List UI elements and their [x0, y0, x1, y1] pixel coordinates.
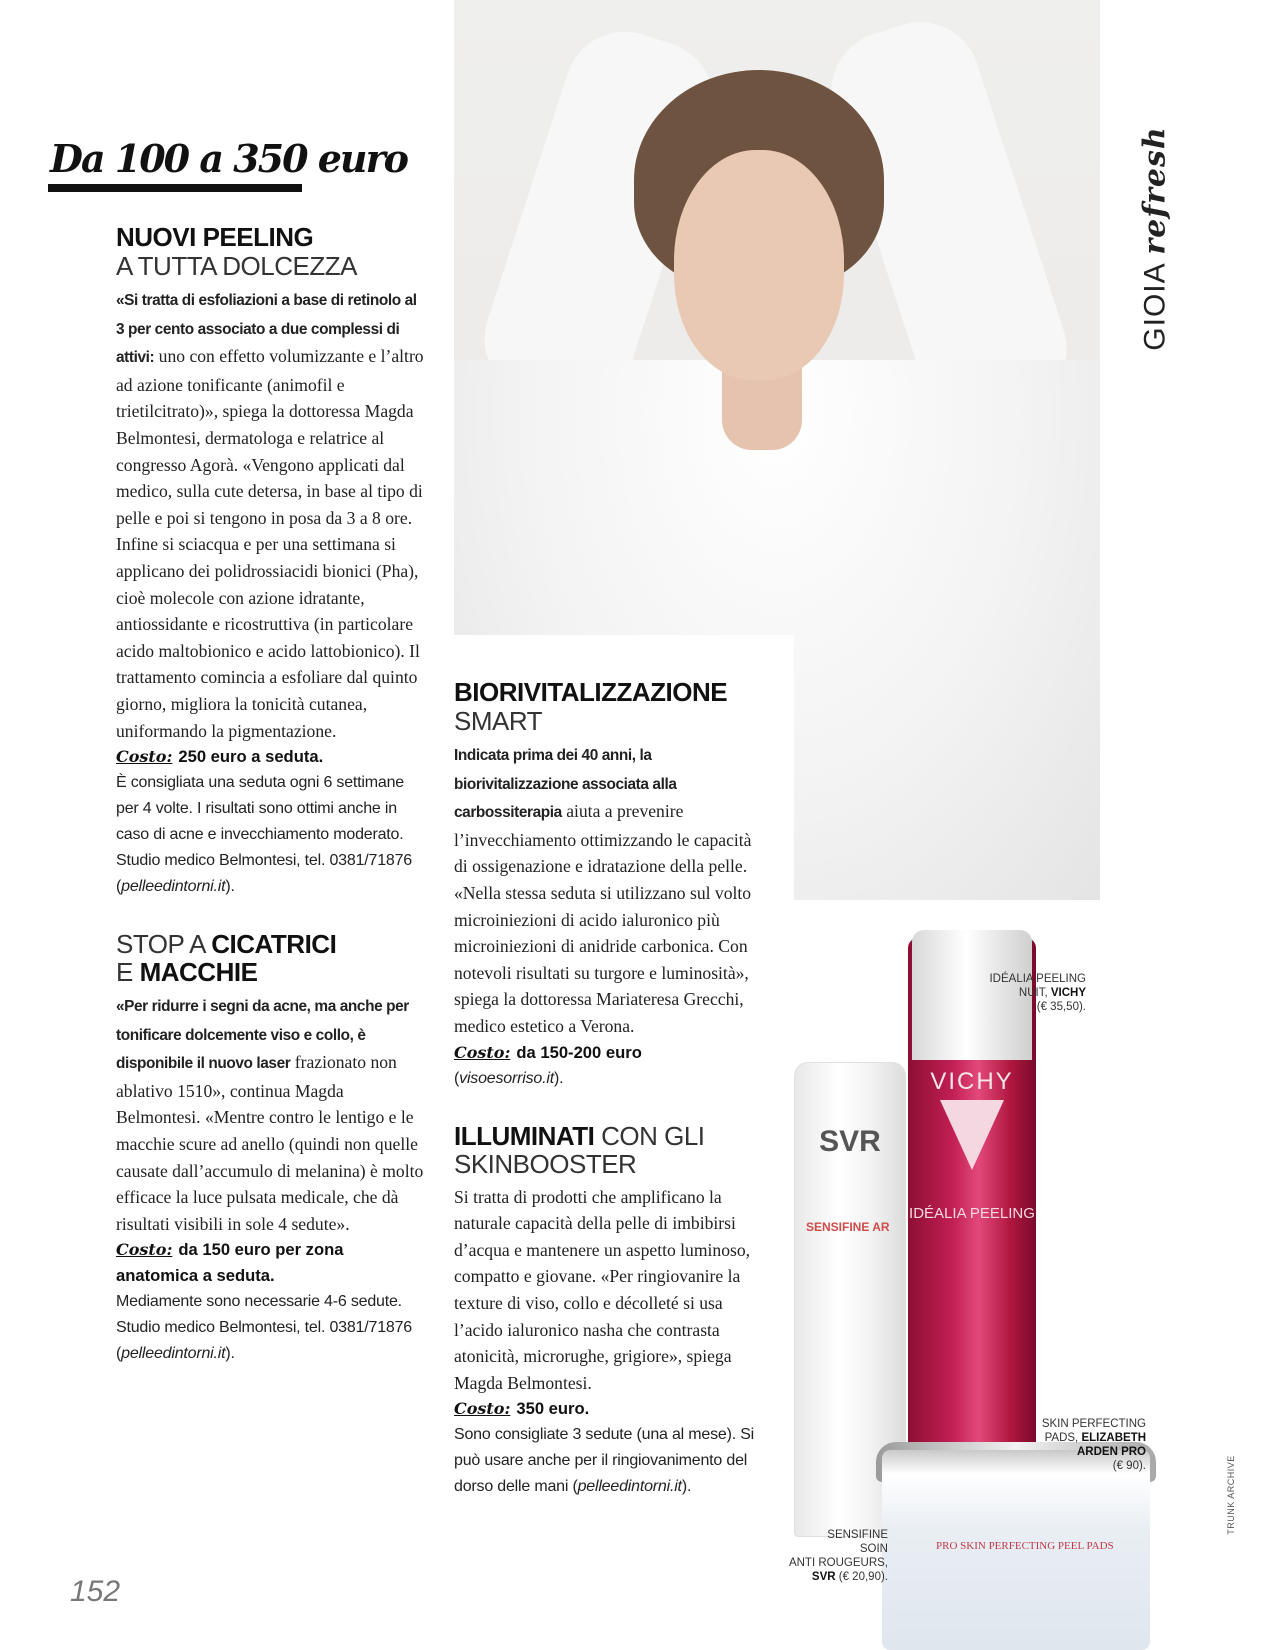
- bio-note-text: (: [454, 1069, 460, 1087]
- skinbooster-note: [454, 1422, 764, 1500]
- bio-note: [454, 1066, 764, 1092]
- photo-credit: [1222, 1450, 1240, 1540]
- page-title: Da 100 a 350 euro: [50, 136, 407, 181]
- peeling-note: [116, 770, 426, 900]
- cicatrici-title-bold-1: CICATRICI: [211, 929, 337, 960]
- skinbooster-cost-label: Costo:: [454, 1399, 511, 1419]
- svr-caption-line-2: SOIN: [859, 1543, 888, 1555]
- bio-body: [454, 741, 764, 1040]
- cicatrici-note-link: pelleedintorni.it: [121, 1345, 226, 1363]
- cicatrici-lead: «Per ridurre i segni da acne, ma anche per tonificare dolcemente viso e collo, è disponibile il nuovo laser: [116, 998, 409, 1073]
- peeling-note-end: ).: [225, 878, 235, 896]
- svr-product-name: SENSIFINE AR: [806, 1220, 890, 1234]
- peeling-note-link: pelleedintorni.it: [121, 878, 226, 896]
- skinbooster-cost: [454, 1396, 764, 1422]
- skinbooster-title: [454, 1122, 764, 1178]
- cicatrici-note-text: Mediamente sono necessarie 4-6 sedute. Studio medico Belmontesi, tel. 0381/71876 (: [116, 1293, 412, 1363]
- arden-caption-price: (€ 90).: [1112, 1460, 1146, 1472]
- bio-note-end: ).: [553, 1069, 564, 1087]
- svr-caption-brand: SVR: [811, 1571, 836, 1583]
- photo-face: [674, 150, 844, 380]
- arden-caption-line-1: SKIN PERFECTING: [1041, 1418, 1146, 1430]
- peeling-cost-value: 250 euro a seduta.: [178, 747, 324, 767]
- bio-note-link: visoesorriso.it: [459, 1069, 554, 1087]
- vichy-caption-brand: VICHY: [1050, 987, 1086, 999]
- skinbooster-body: Si tratta di prodotti che amplificano la naturale capacità della pelle di imbibirsi d’acqua e mantenere un aspetto luminoso, compatto e giovane. «Per ringiovanire la texture di viso, collo e décolleté si usa l’acido ialuronico nasha che contrasta atonicità, microrughe, grigiore», spiega Magda Belmontesi.: [454, 1186, 751, 1393]
- title-rule: [48, 184, 302, 192]
- cicatrici-cost: [116, 1237, 426, 1289]
- vichy-caption-line-2: NUIT,: [1018, 987, 1048, 999]
- bio-cost: [454, 1040, 764, 1066]
- skinbooster-title-light-1: CON GLI: [594, 1120, 705, 1151]
- vichy-caption-line-1: IDÉALIA PEELING: [989, 973, 1086, 985]
- brand-section: refresh: [1137, 125, 1173, 255]
- arden-caption: [1022, 1417, 1146, 1473]
- cicatrici-body: [116, 992, 426, 1237]
- peeling-note-text: È consigliata una seduta ogni 6 settimane per 4 volte. I risultati sono ottimi anche in caso di acne e invecchiamento moderato. Studio medico Belmontesi, tel. 0381/71876 (: [116, 774, 412, 896]
- peeling-text: uno con effetto volumizzante e l’altro ad azione tonificante (animofil e trietilcitrato)», spiega la dottoressa Magda Belmontesi, dermatologa e relatrice al congresso Agorà. «Vengono applicati dal medico, sulla cute detersa, in base al tipo di pelle e poi si tengono in posa da 3 a 8 ore. Infine si sciacqua e per una settimana si applicano dei polidrossiacidi bionici (Pha), cioè molecole con azione idratante, antiossidante e ricostruttiva (in particolare acido maltobionico e acido lattobionico). Il trattamento comincia a esfoliare dal quinto giorno, migliora la tonicità cutanea, uniformando la pigmentazione.: [116, 346, 424, 741]
- bio-cost-value: da 150-200 euro: [516, 1042, 642, 1062]
- arden-caption-line-2: PADS,: [1044, 1432, 1079, 1444]
- vichy-v-icon: [940, 1100, 1004, 1170]
- vichy-product-name: IDÉALIA PEELING: [909, 1205, 1035, 1222]
- peeling-body: [116, 286, 426, 744]
- peeling-title: NUOVI PEELING: [116, 222, 314, 252]
- cicatrici-title-bold-2: MACCHIE: [139, 957, 258, 988]
- peeling-lead: «Si tratta di esfoliazioni a base di retinolo al 3 per cento associato a due complessi di attivi:: [116, 292, 417, 367]
- skinbooster-note-text: Sono consigliate 3 sedute (una al mese). Si può usare anche per il ringiovanimento del dorso delle mani (: [454, 1426, 755, 1496]
- bio-lead: Indicata prima dei 40 anni, la biorivitalizzazione associata alla carbossiterapia: [454, 747, 677, 822]
- bio-subtitle: SMART: [454, 706, 543, 736]
- skinbooster-note-end: ).: [681, 1478, 692, 1496]
- left-column: [116, 222, 426, 1367]
- svr-caption-line-3: ANTI ROUGEURS,: [788, 1557, 888, 1569]
- bio-text: aiuta a prevenire l’invecchiamento ottimizzando le capacità di ossigenazione e idratazione della pelle. «Nella stessa seduta si utilizzano sul volto microiniezioni di acido ialuronico più microiniezioni di anidride carbonica. Con notevoli risultati su turgore e luminosità», spiega la dottoressa Mariateresa Grecchi, medico estetico a Verona.: [454, 801, 752, 1036]
- peeling-cost-label: Costo:: [116, 747, 173, 767]
- cicatrici-text: frazionato non ablativo 1510», continua Magda Belmontesi. «Mentre contro le lentigo e le macchie scure ad anello (quindi non quelle causate dall’accumulo di melanina) è molto efficace la luce pulsata medicale, che dà risultati visibili in sole 4 sedute».: [116, 1052, 424, 1234]
- vichy-caption: [960, 972, 1086, 1014]
- cicatrici-title: [116, 930, 426, 986]
- svr-caption-line-1: SENSIFINE: [827, 1529, 888, 1541]
- skinbooster-cost-value: 350 euro.: [516, 1399, 590, 1419]
- svr-logo: SVR: [819, 1125, 881, 1158]
- cicatrici-cost-label: Costo:: [116, 1240, 173, 1260]
- svr-caption: [770, 1528, 888, 1584]
- bio-title: BIORIVITALIZZAZIONE: [454, 677, 728, 707]
- arden-label: PRO SKIN PERFECTING PEEL PADS: [936, 1540, 1114, 1552]
- magazine-brand: [1132, 118, 1178, 358]
- photo-credit-text: TRUNK ARCHIVE: [1226, 1455, 1237, 1535]
- cicatrici-cost-value: da 150 euro per zona anatomica a seduta.: [116, 1240, 344, 1286]
- bio-cost-label: Costo:: [454, 1042, 511, 1062]
- page-number: 152: [70, 1575, 121, 1608]
- skinbooster-note-link: pelleedintorni.it: [577, 1478, 682, 1496]
- cicatrici-note: [116, 1289, 426, 1367]
- svr-caption-price: (€ 20,90).: [838, 1571, 888, 1583]
- skinbooster-title-light-2: SKINBOOSTER: [454, 1148, 637, 1179]
- brand-name: GIOIA: [1138, 263, 1172, 351]
- cicatrici-note-end: ).: [225, 1345, 235, 1363]
- vichy-logo: VICHY: [930, 1068, 1014, 1095]
- cicatrici-title-light-2: E: [116, 957, 140, 988]
- arden-caption-brand: ELIZABETH ARDEN PRO: [1076, 1432, 1146, 1458]
- vichy-caption-price: (€ 35,50).: [1036, 1001, 1086, 1013]
- peeling-cost: [116, 744, 426, 770]
- middle-column: [454, 677, 764, 1500]
- cicatrici-title-light-1: STOP A: [116, 929, 212, 960]
- skinbooster-title-bold: ILLUMINATI: [454, 1120, 595, 1151]
- peeling-subtitle: A TUTTA DOLCEZZA: [116, 251, 357, 281]
